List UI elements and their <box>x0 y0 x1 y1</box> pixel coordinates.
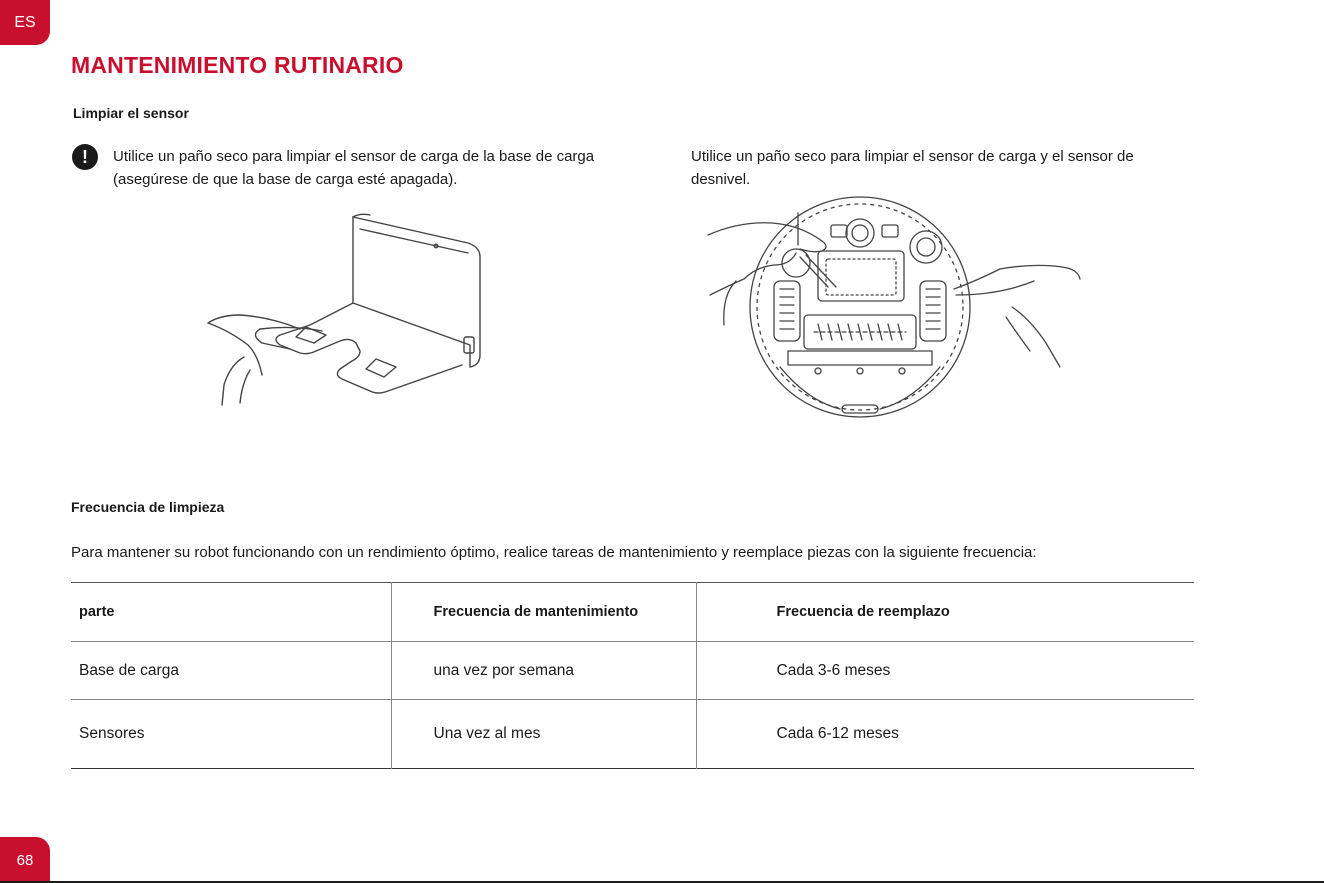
section-heading-frequency: Frecuencia de limpieza <box>71 499 225 515</box>
header-maintenance-frequency: Frecuencia de mantenimiento <box>391 583 696 642</box>
language-tab: ES <box>0 0 50 45</box>
instruction-right: Utilice un paño seco para limpiar el sensor de carga y el sensor de desnivel. <box>691 148 1134 188</box>
table-cell: Cada 3-6 meses <box>696 642 1194 700</box>
charging-base-illustration <box>200 205 490 415</box>
table-cell: Base de carga <box>79 661 179 679</box>
header-replacement-frequency: Frecuencia de reemplazo <box>696 583 1194 642</box>
frequency-intro: Para mantener su robot funcionando con un rendimiento óptimo, realice tareas de mantenimiento y reemplace piezas con la siguiente frecuencia: <box>71 544 1037 561</box>
exclamation-circle-icon: ! <box>72 144 98 170</box>
table-cell: Una vez al mes <box>391 700 696 769</box>
table-cell: una vez por semana <box>391 642 696 700</box>
table-cell: Cada 6-12 meses <box>696 700 1194 769</box>
table-cell: Sensores <box>79 725 145 742</box>
table-header-row <box>71 583 1194 642</box>
page-number: 68 <box>0 837 50 883</box>
table-row <box>71 700 1194 769</box>
instruction-left: Utilice un paño seco para limpiar el sensor de carga de la base de carga (asegúrese de que la base de carga esté apagada). <box>113 148 595 188</box>
header-part: parte <box>79 604 115 620</box>
section-heading-sensor: Limpiar el sensor <box>73 105 189 121</box>
page-title: MANTENIMIENTO RUTINARIO <box>71 52 404 78</box>
maintenance-table <box>71 582 1194 769</box>
table-row <box>71 642 1194 700</box>
robot-underside-illustration <box>700 195 1090 430</box>
